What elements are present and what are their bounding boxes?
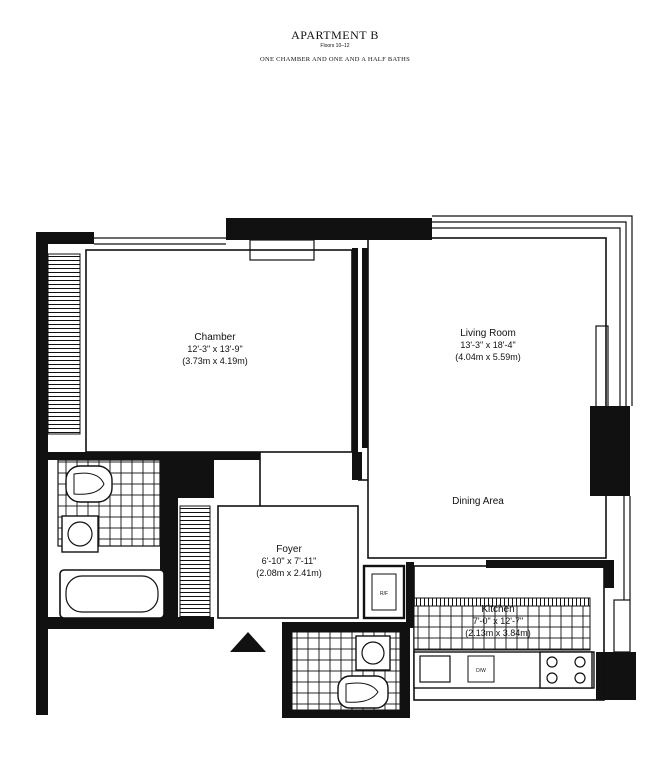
foyer-radiator [180,506,210,618]
living-name: Living Room [460,328,516,339]
refrigerator-label: R/F [379,591,389,597]
plan-subtitle: ONE CHAMBER AND ONE AND A HALF BATHS [259,56,411,63]
kitchen-dims: 7'-0" x 12'-7" [472,616,524,626]
chamber-dims: 12'-3" x 13'-9" [187,344,243,354]
living-outline [368,238,606,558]
foyer-metric: (2.08m x 2.41m) [256,568,322,578]
dining-name: Dining Area [452,496,504,507]
kitchen-name: Kitchen [481,604,515,615]
plan-title: APARTMENT B [291,28,379,42]
powder-room [292,632,400,710]
chamber-radiator [48,254,80,434]
stove-icon [540,652,592,688]
living-metric: (4.04m x 5.59m) [455,352,521,362]
kitchen-metric: (2.13m x 3.84m) [465,628,531,638]
floors-note: Floors 10–12 [320,43,350,49]
foyer-dims: 6'-10" x 7'-11" [261,556,317,566]
foyer-name: Foyer [276,544,302,555]
dishwasher-label: D/W [476,668,486,674]
chamber-metric: (3.73m x 4.19m) [182,356,248,366]
living-dims: 13'-3" x 18'-4" [460,340,516,350]
chamber-name: Chamber [194,332,236,343]
full-bath [58,460,164,618]
